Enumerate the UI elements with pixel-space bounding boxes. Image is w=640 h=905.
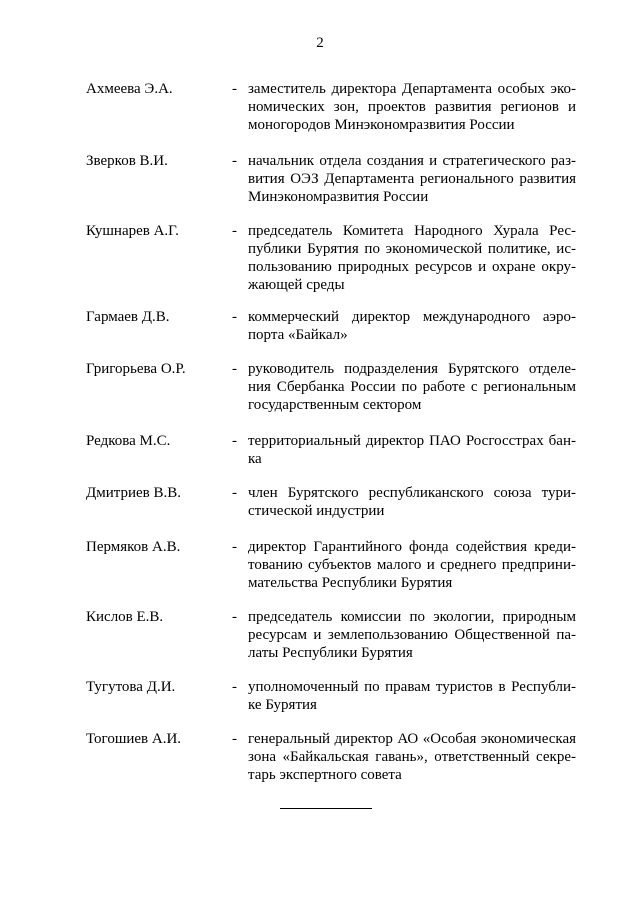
member-row: [86, 678, 576, 714]
member-name: Гармаев Д.В.: [86, 309, 170, 325]
member-row: [86, 484, 576, 520]
role-line: территориальный директор ПАО Росгосстрах бан-: [248, 433, 576, 449]
member-role: [248, 678, 576, 714]
member-role: [248, 608, 576, 662]
role-line: номических зон, проектов развития регионов и: [248, 99, 576, 115]
role-line: председатель комиссии по экологии, природным: [248, 609, 576, 625]
member-role: [248, 730, 576, 784]
role-line: уполномоченный по правам туристов в Республи-: [248, 679, 576, 695]
dash-separator: -: [232, 485, 237, 501]
page-number: 2: [316, 35, 324, 51]
dash-separator: -: [232, 153, 237, 169]
role-line: председатель Комитета Народного Хурала Рес-: [248, 223, 576, 239]
role-line: моногородов Минэкономразвития России: [248, 117, 515, 133]
member-name: Зверков В.И.: [86, 153, 168, 169]
member-role: [248, 484, 576, 520]
member-name: Тугутова Д.И.: [86, 679, 176, 695]
role-line: Минэкономразвития России: [248, 189, 429, 205]
role-line: тарь экспертного совета: [248, 767, 402, 783]
role-line: государственным сектором: [248, 397, 422, 413]
dash-separator: -: [232, 679, 237, 695]
dash-separator: -: [232, 81, 237, 97]
member-role: [248, 308, 576, 344]
member-role: [248, 152, 576, 206]
role-line: ке Бурятия: [248, 697, 317, 713]
dash-separator: -: [232, 731, 237, 747]
role-line: директор Гарантийного фонда содействия креди-: [248, 539, 576, 555]
member-row: [86, 222, 576, 294]
role-line: латы Республики Бурятия: [248, 645, 413, 661]
role-line: вития ОЭЗ Департамента регионального развития: [248, 171, 576, 187]
member-row: [86, 432, 576, 468]
role-line: порта «Байкал»: [248, 327, 348, 343]
member-name: Григорьева О.Р.: [86, 361, 186, 377]
role-line: коммерческий директор международного аэро-: [248, 309, 576, 325]
role-line: заместитель директора Департамента особых эко-: [248, 81, 576, 97]
member-name: Пермяков А.В.: [86, 539, 181, 555]
member-role: [248, 222, 576, 294]
member-name: Ахмеева Э.А.: [86, 81, 173, 97]
role-line: член Бурятского республиканского союза тури-: [248, 485, 576, 501]
role-line: ка: [248, 451, 262, 467]
dash-separator: -: [232, 433, 237, 449]
member-role: [248, 360, 576, 414]
dash-separator: -: [232, 539, 237, 555]
role-line: жающей среды: [248, 277, 345, 293]
role-line: тованию субъектов малого и среднего предприни-: [248, 557, 576, 573]
role-line: генеральный директор АО «Особая экономическая: [248, 731, 576, 747]
role-line: пользованию природных ресурсов и охране окру-: [248, 259, 576, 275]
role-line: мательства Республики Бурятия: [248, 575, 453, 591]
member-name: Дмитриев В.В.: [86, 485, 182, 501]
member-row: [86, 730, 576, 784]
role-line: начальник отдела создания и стратегического раз-: [248, 153, 576, 169]
member-name: Редкова М.С.: [86, 433, 171, 449]
member-name: Тогошиев А.И.: [86, 731, 182, 747]
dash-separator: -: [232, 309, 237, 325]
member-name: Кислов Е.В.: [86, 609, 164, 625]
role-line: ресурсам и землепользованию Общественной па-: [248, 627, 576, 643]
member-row: [86, 308, 576, 344]
member-row: [86, 80, 576, 134]
member-role: [248, 538, 576, 592]
member-row: [86, 152, 576, 206]
dash-separator: -: [232, 361, 237, 377]
member-row: [86, 360, 576, 414]
member-role: [248, 80, 576, 134]
dash-separator: -: [232, 223, 237, 239]
member-name: Кушнарев А.Г.: [86, 223, 179, 239]
role-line: руководитель подразделения Бурятского отделе-: [248, 361, 576, 377]
role-line: ния Сбербанка России по работе с региональным: [248, 379, 576, 395]
member-row: [86, 608, 576, 662]
closing-divider: [280, 808, 372, 809]
role-line: стической индустрии: [248, 503, 385, 519]
member-role: [248, 432, 576, 468]
role-line: публики Бурятия по экономической политике, ис-: [248, 241, 576, 257]
role-line: зона «Байкальская гавань», ответственный секре-: [248, 749, 576, 765]
member-row: [86, 538, 576, 592]
dash-separator: -: [232, 609, 237, 625]
